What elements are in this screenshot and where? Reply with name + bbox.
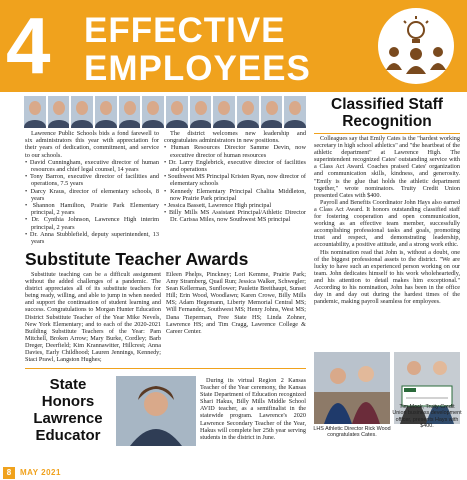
welcome-list <box>164 144 306 223</box>
portrait-photo <box>142 96 164 128</box>
list-item: • Dr. Anna Stubblefield, deputy superintendent, 13 years <box>25 231 159 245</box>
state-honors-paragraph: During its virtual Region 2 Kansas Teacher of the Year ceremony, the Kansas State Department of Education recognized Shari Hakus, Billy Mills Middle School AVID teacher, as a semifinalist in the statewide program. Lawrence's 2020 Lawrence Secondary Teacher of the Year, Hakus will complete her 25th year serving students in the district in June. <box>200 377 306 441</box>
substitute-paragraph-2: Eileen Phelps, Pinckney; Lori Kemme, Prairie Park; Amy Stramberg, Quail Run; Jessica Walker, Schwegler; Sean Kellerman, Sunflower; Paulette Breithaupt, Sunset Hill; Erin Wood, Woodlawn; Karen Crowe, Billy Mills MS; Adam Hegemann, Liberty Memorial Central MS; Will Fernandez, Southwest MS; Henry Johns, West MS; Dana Tieperman, Free State HS; Linda Zohner, Lawrence HS; and Tim Cragg, Lawrence College & Career Center. <box>166 271 306 335</box>
list-item: • Shannon Hamilton, Prairie Park Elementary principal, 2 years <box>25 202 159 216</box>
page-title-line1: EFFECTIVE <box>84 11 286 50</box>
classified-paragraph-3: His nomination read that John is, without a doubt, one of the biggest professional assets to the district. "We are lucky to have such an experienced person working on our team. John dedicates himself to his work wholeheartedly, and his attention to detail makes him exceptional." According to his nomination, John has been in the office day in and day out during the hardest times of the pandemic, making payroll seamless for employees. <box>314 248 460 306</box>
portrait-photo <box>71 96 93 128</box>
page-number: 8 <box>3 467 15 479</box>
list-item: • Dr. Cynthia Johnson, Lawrence High interim principal, 2 years <box>25 216 159 230</box>
administrator-photos <box>24 96 306 128</box>
portrait-photo <box>95 96 117 128</box>
section-divider <box>25 368 306 369</box>
list-item: • Southwest MS Principal Kristen Ryan, now director of elementary schools <box>164 173 306 187</box>
heading-line: Honors <box>41 393 95 410</box>
list-item: • Billy Mills MS Assistant Principal/Athletic Director Dr. Carissa Miles, now Southwest MS principal <box>164 209 306 223</box>
header-banner <box>0 0 467 92</box>
teacher-photo <box>116 376 196 446</box>
list-item: • David Cunningham, executive director of human resources and chief legal counsel, 14 years <box>25 159 159 173</box>
people-lightbulb-icon <box>378 8 454 84</box>
list-item: • Tony Barron, executive director of facilities and operations, 7.5 years <box>25 173 159 187</box>
portrait-photo <box>237 96 259 128</box>
heading-line: Recognition <box>342 113 432 130</box>
page-title-line2: EMPLOYEES <box>84 49 311 88</box>
issue-date: MAY 2021 <box>20 468 61 477</box>
portrait-photo <box>190 96 212 128</box>
classified-paragraph-1: Colleagues say that Emily Cates is the "hardest working secretary in high school athletics" and "the heartbeat of the athletic department" at Lawrence High. The superintendent recognized Cates' outstanding service with a Class Act Award. Coaches praised Cates' organization and communication skills, kindness, and generosity. "Emily is the glue that holds the athletic department together," wrote nominators. Truity Credit Union presented Cates with $400. <box>314 135 460 199</box>
state-honors-heading <box>28 376 108 444</box>
welcome-column <box>164 130 306 224</box>
heading-line: Lawrence <box>33 410 103 427</box>
substitute-awards-heading: Substitute Teacher Awards <box>25 249 249 269</box>
substitute-column-1 <box>25 271 161 363</box>
hays-photo-caption: Tim Mock, Truity Credit Union business development officer, presents Hays with $400. <box>392 404 462 430</box>
portrait-photo <box>213 96 235 128</box>
welcome-paragraph: The district welcomes new leadership and congratulates administrators in new positions. <box>164 130 306 145</box>
portrait-photo <box>166 96 188 128</box>
page-footer <box>0 466 467 480</box>
portrait-photo <box>284 96 306 128</box>
heading-line: Classified Staff <box>331 96 443 113</box>
cates-photo-caption: LHS Athletic Director Rick Wood congratulates Cates. <box>313 426 391 439</box>
list-item: • Dr. Larry Englebrick, executive director of facilities and operations <box>164 159 306 173</box>
list-item: • Human Resources Director Samme Devin, now executive director of human resources <box>164 144 306 158</box>
section-divider <box>314 133 460 134</box>
list-item: • Darcy Kraus, director of elementary schools, 8 years <box>25 188 159 202</box>
cates-award-photo <box>314 352 390 424</box>
heading-line: State <box>49 376 87 393</box>
classified-column <box>314 135 460 305</box>
substitute-column-2 <box>166 271 306 335</box>
farewell-paragraph: Lawrence Public Schools bids a fond farewell to six administrators this year with appreciation for their years of dedication, commitment, and service to our schools. <box>25 130 159 159</box>
classified-staff-heading <box>314 96 460 130</box>
section-number: 4 <box>6 1 51 90</box>
farewell-list <box>25 159 159 245</box>
list-item: • Kennedy Elementary Principal Chalita Middleton, now Prairie Park principal <box>164 188 306 202</box>
portrait-photo <box>261 96 283 128</box>
portrait-photo <box>119 96 141 128</box>
state-honors-column <box>200 377 306 441</box>
classified-paragraph-2: Payroll and Benefits Coordinator John Hays also earned a Class Act Award. It honors outstanding classified staff for fostering cooperation and open communication, working as an effective team member, successfully accomplishing professional tasks and goals, promoting trust and respect, and demonstrating leadership, accountability, a positive attitude, and a strong work ethic. <box>314 198 460 249</box>
portrait-photo <box>24 96 46 128</box>
farewell-column <box>25 130 159 245</box>
heading-line: Educator <box>35 427 101 444</box>
portrait-photo <box>48 96 70 128</box>
substitute-paragraph-1: Substitute teaching can be a difficult assignment without the added challenges of a pandemic. The district appreciates all of its substitute teachers for being ready, willing, and able to jump in when needed and support the continuation of student learning and success. Congratulations to Morgan Hunter Education District Substitute Teacher of the Year Mike Nevels, New York Elementary; and to each of the 2020-2021 Building Substitute Teachers of the Year: Pam Mitchell, Broken Arrow; Mary Burke, Cordley; Barb Dreger, Deerfield; Kim Krannawitter, Hillcrest; Anna Davies, Early Childhood; Lauren Jennings, Kennedy; Staci Prawl, Langston Hughes; <box>25 271 161 364</box>
list-item: • Jessica Bassett, Lawrence High principal <box>164 202 306 209</box>
